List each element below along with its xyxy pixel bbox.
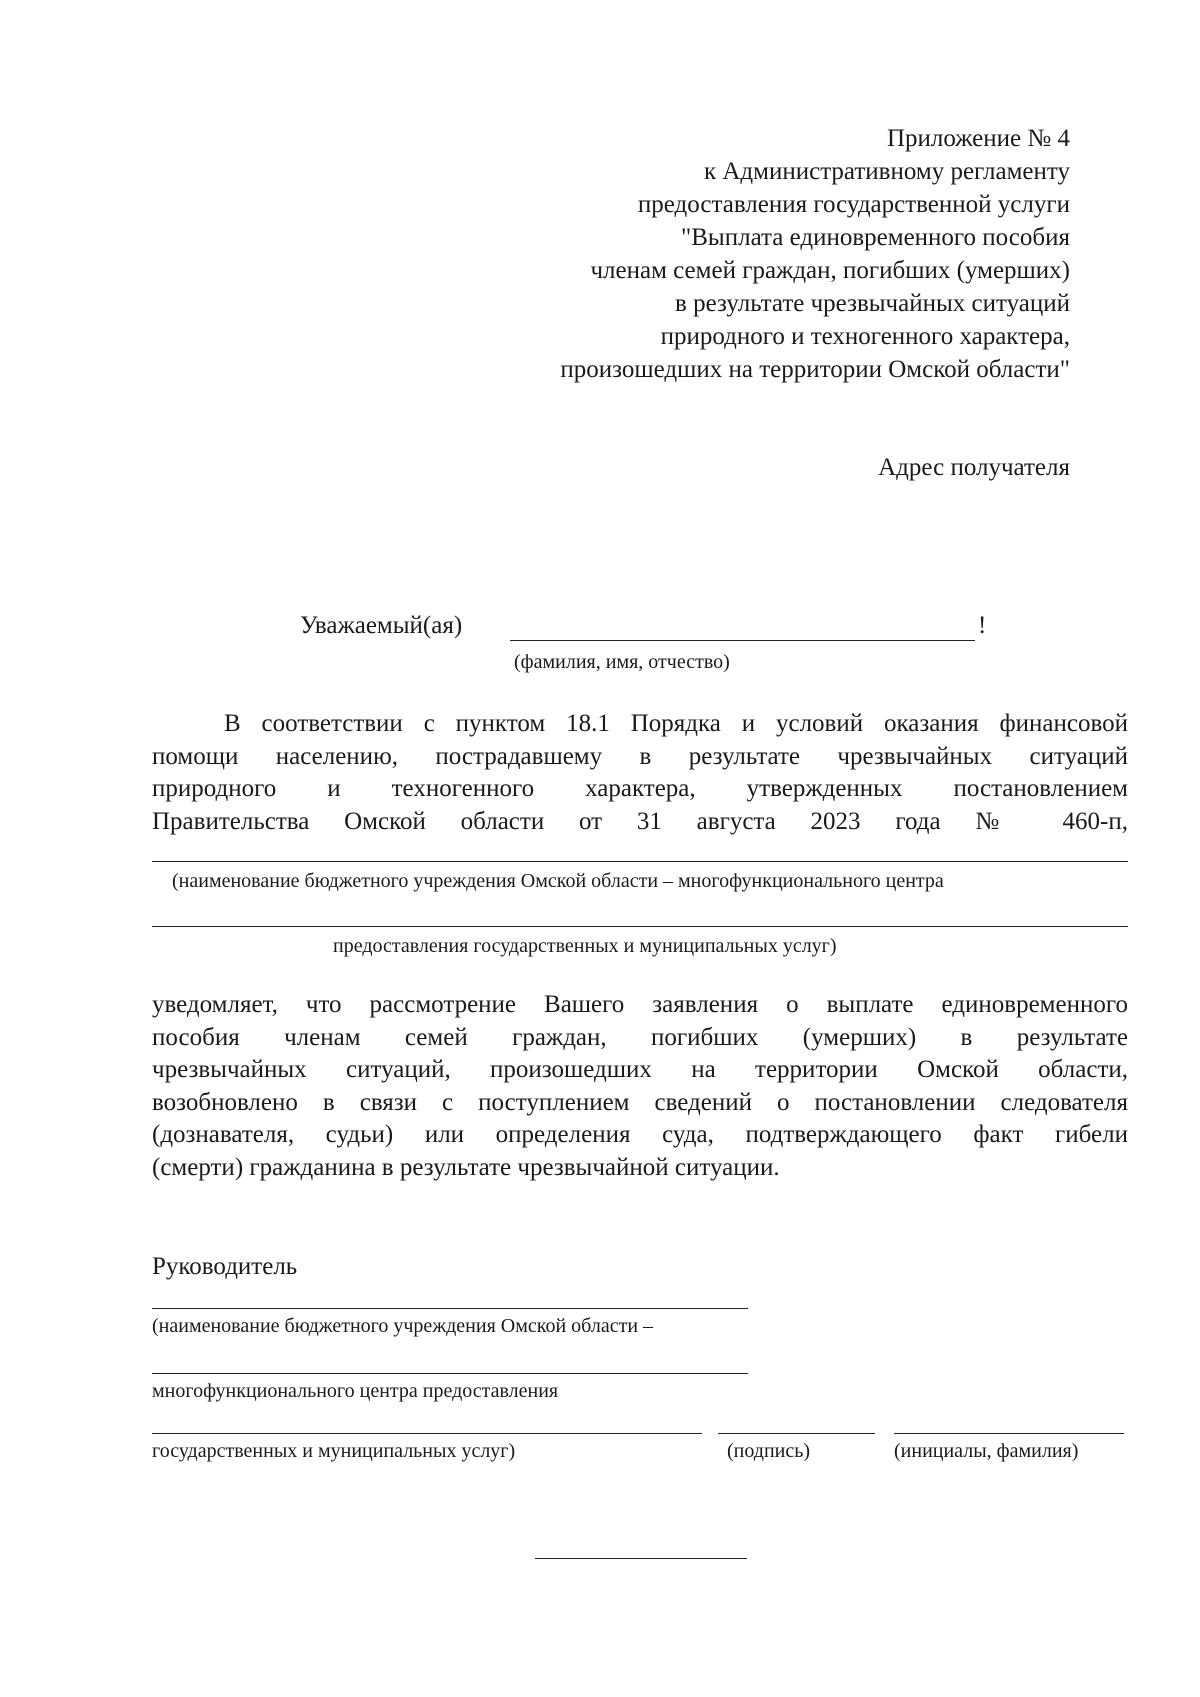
signatory-org-caption-2: многофункционального центра предоставления	[152, 1380, 559, 1402]
paragraph-notification	[152, 989, 1128, 1184]
signatory-org-blank-3	[152, 1433, 702, 1434]
org-name-caption-1: (наименование бюджетного учреждения Омской области – многофункционального центра	[172, 870, 944, 892]
paragraph-line: природного и техногенного характера, утвержденных постановлением	[152, 775, 1128, 802]
appendix-line: в результате чрезвычайных ситуаций	[675, 290, 1070, 317]
signatory-org-caption-3: государственных и муниципальных услуг)	[152, 1440, 516, 1462]
signatory-org-blank-2	[152, 1373, 748, 1374]
recipient-name-blank	[510, 640, 975, 641]
paragraph-line: чрезвычайных ситуаций, произошедших на территории Омской области,	[152, 1056, 1128, 1083]
paragraph-line: Правительства Омской области от 31 августа 2023 года № 460-п,	[152, 807, 1128, 835]
paragraph-line: помощи населению, пострадавшему в результате чрезвычайных ситуаций	[152, 742, 1128, 770]
appendix-header	[430, 122, 1070, 386]
paragraph-line: пособия членам семей граждан, погибших (умерших) в результате	[152, 1023, 1128, 1051]
recipient-address-label: Адрес получателя	[878, 454, 1070, 481]
initials-name-caption: (инициалы, фамилия)	[894, 1440, 1079, 1462]
initials-name-blank	[894, 1433, 1124, 1434]
signature-blank	[718, 1433, 875, 1434]
greeting-label: Уважаемый(ая)	[300, 612, 463, 639]
paragraph-line: возобновлено в связи с поступлением сведений о постановлении следователя	[152, 1088, 1128, 1116]
signature-caption: (подпись)	[727, 1440, 811, 1462]
paragraph-line: уведомляет, что рассмотрение Вашего заявления о выплате единовременного	[152, 991, 1128, 1018]
appendix-line: природного и техногенного характера,	[660, 323, 1070, 350]
signatory-org-blank-1	[152, 1308, 748, 1309]
greeting-exclamation: !	[978, 612, 987, 639]
signatory-org-caption-1: (наименование бюджетного учреждения Омской области –	[152, 1315, 654, 1337]
org-name-caption-2: предоставления государственных и муниципальных услуг)	[333, 935, 837, 957]
appendix-line: "Выплата единовременного пособия	[681, 224, 1070, 251]
paragraph-line: (смерти) гражданина в результате чрезвычайной ситуации.	[152, 1153, 780, 1181]
appendix-line: к Административному регламенту	[703, 158, 1070, 185]
appendix-line: членам семей граждан, погибших (умерших)	[590, 257, 1070, 284]
paragraph-legal-basis	[152, 708, 1128, 838]
appendix-line: Приложение № 4	[886, 125, 1070, 152]
org-name-blank-1	[152, 861, 1128, 862]
org-name-blank-2	[152, 926, 1128, 927]
paragraph-line: В соответствии с пунктом 18.1 Порядка и условий оказания финансовой	[224, 710, 1128, 737]
recipient-name-caption: (фамилия, имя, отчество)	[514, 651, 730, 673]
signatory-title: Руководитель	[152, 1253, 298, 1280]
appendix-line: предоставления государственной услуги	[637, 191, 1070, 218]
paragraph-line: (дознавателя, судьи) или определения суда, подтверждающего факт гибели	[152, 1121, 1128, 1148]
appendix-line: произошедших на территории Омской области"	[560, 356, 1070, 383]
end-separator-line	[535, 1558, 747, 1559]
